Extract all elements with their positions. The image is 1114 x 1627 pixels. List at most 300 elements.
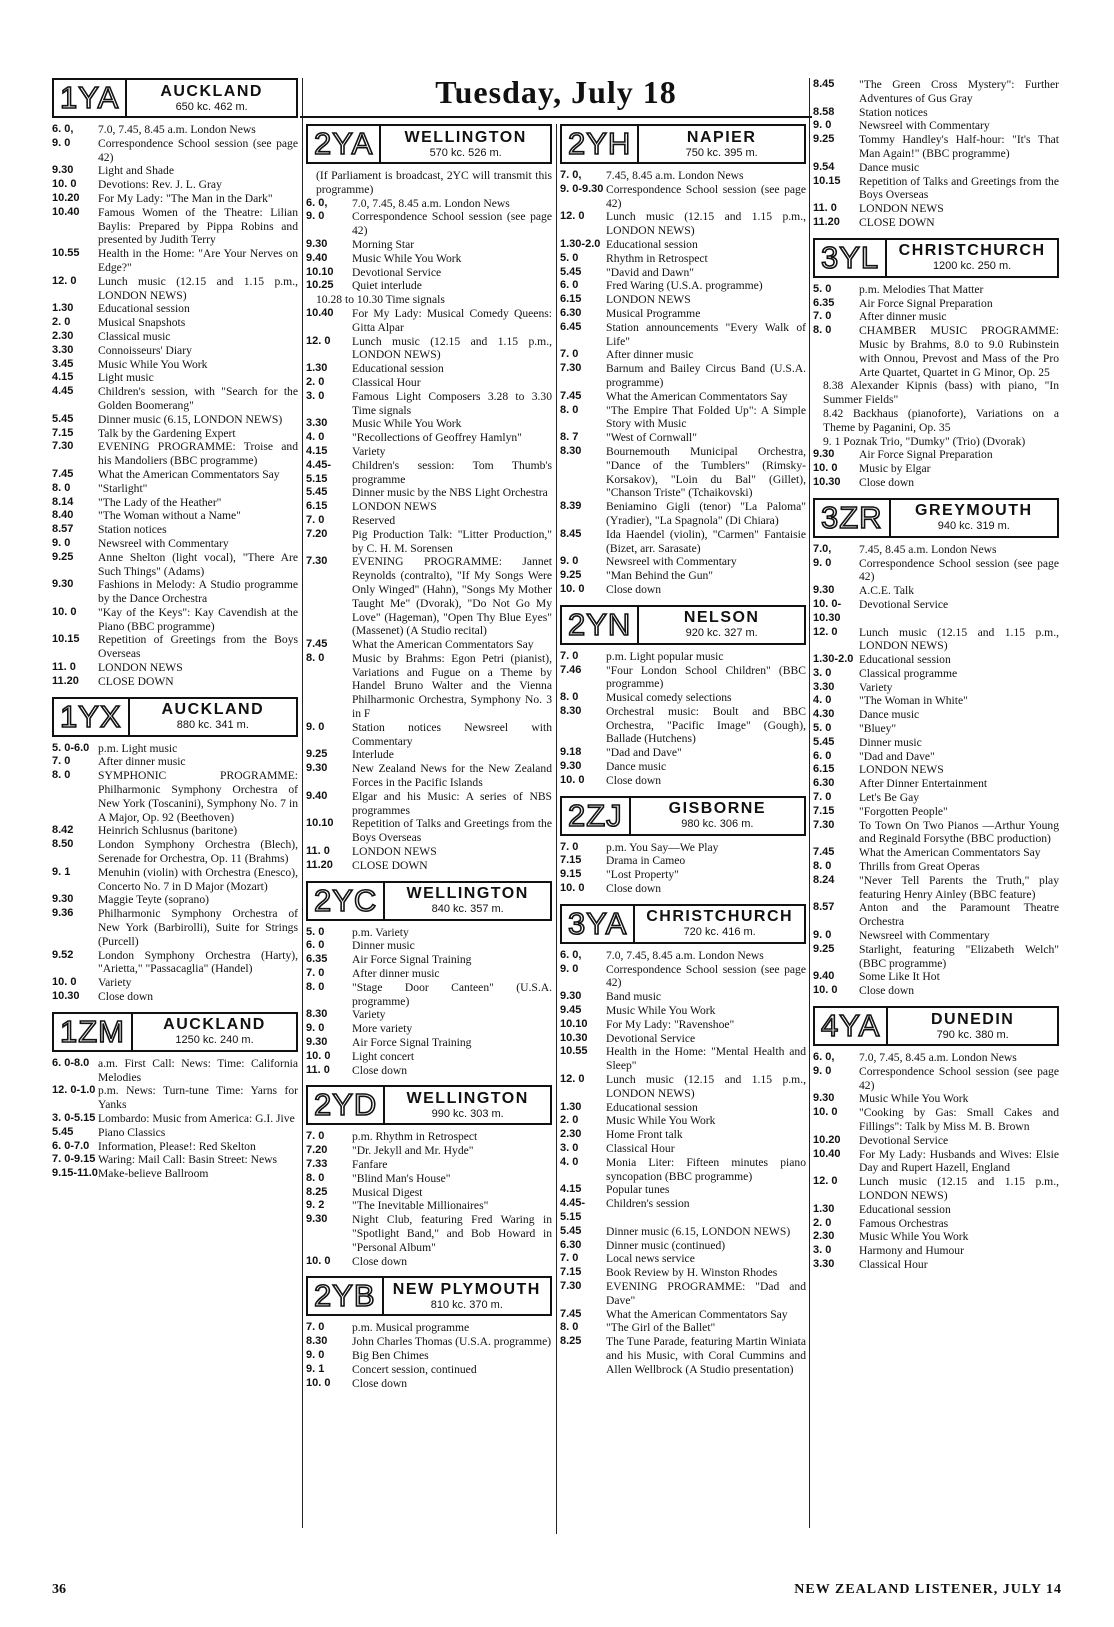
programme-time: 3. 0-5.15 <box>52 1112 96 1124</box>
programme-time: 9.30 <box>52 893 74 906</box>
programme-time: 11.20 <box>813 215 840 228</box>
programme-item <box>560 555 806 569</box>
programme-time: 10.30 <box>52 990 80 1003</box>
programme-item <box>813 133 1059 161</box>
programme-time: 2.30 <box>813 1230 835 1243</box>
programme-time: 8.30 <box>560 444 582 457</box>
programme-item <box>306 417 552 431</box>
programme-time: 8. 0 <box>306 1171 325 1184</box>
programme-time: 9.45 <box>560 1004 582 1017</box>
programme-item <box>52 990 298 1004</box>
programme-description: p.m. News: Turn-tune Time: Yarns for Yanks <box>98 1084 298 1112</box>
programme-description: Famous Light Composers 3.28 to 3.30 Time signals <box>352 389 552 417</box>
programme-description: Children's session <box>606 1197 690 1211</box>
programme-description: Light and Shade <box>98 164 174 178</box>
station-call-sign: 2YH <box>562 126 639 162</box>
programme-time: 9.30 <box>813 1092 835 1105</box>
programme-item <box>560 362 806 390</box>
station-info <box>381 126 550 162</box>
programme-time: 1.30 <box>52 302 74 315</box>
programme-description: p.m. Light music <box>98 741 178 755</box>
column-2 <box>306 124 552 1398</box>
programme-item <box>52 661 298 675</box>
programme-item <box>560 854 806 868</box>
station-city: GISBORNE <box>668 800 767 818</box>
programme-time: 8.57 <box>813 901 835 914</box>
programme-time: 11. 0 <box>52 661 76 674</box>
programme-item <box>560 1225 806 1239</box>
programme-item <box>560 238 806 252</box>
station-listing <box>560 796 806 896</box>
programme-description: "Man Behind the Gun" <box>606 569 714 583</box>
programme-time: 4.45-5.15 <box>560 1197 586 1223</box>
programme-description: Band music <box>606 990 662 1004</box>
programme-time: 6. 0-7.0 <box>52 1139 90 1152</box>
programme-item <box>560 1266 806 1280</box>
programme-time: 6.15 <box>813 763 835 776</box>
programme-description: Reserved <box>352 513 396 527</box>
programme-description: Educational session <box>352 362 444 376</box>
programme-description: Beniamino Gigli (tenor) "La Paloma" (Yradier), "La Spagnola" (Di Chiara) <box>606 500 806 527</box>
programme-time: 7.15 <box>813 804 835 817</box>
station-listing <box>306 1085 552 1268</box>
programme-item <box>52 137 298 165</box>
programme-description: Make-believe Ballroom <box>98 1167 209 1181</box>
programme-item <box>52 1112 298 1126</box>
programme-time: 6. 0-8.0 <box>52 1056 90 1069</box>
station-frequency: 940 kc. 319 m. <box>937 520 1010 533</box>
programme-item <box>306 1199 552 1213</box>
programme-description: Morning Star <box>352 237 415 251</box>
programme-description: "Blind Man's House" <box>352 1171 451 1185</box>
programme-item <box>813 667 1059 681</box>
programme-time: 9.25 <box>52 550 74 563</box>
station-call-sign: 2ZJ <box>562 798 631 834</box>
programme-item <box>813 874 1059 902</box>
programme-item <box>813 106 1059 120</box>
programme-time: 9.36 <box>52 907 74 920</box>
programme-time: 7.30 <box>52 440 74 453</box>
programme-item <box>52 633 298 661</box>
programme-time: 8. 0 <box>813 324 832 337</box>
programme-description: 9. 1 Poznak Trio, "Dumky" (Trio) (Dvorak) <box>823 434 1026 448</box>
programme-time: 6. 0, <box>560 948 582 961</box>
programme-item <box>813 543 1059 557</box>
station-info <box>127 80 296 116</box>
programme-description: Anne Shelton (light vocal), "There Are Such Things" (Adams) <box>98 550 298 578</box>
programme-time: 4.15 <box>306 444 328 457</box>
programme-description: "The Empire That Folded Up": A Simple Story with Music <box>606 403 806 431</box>
programme-item <box>560 774 806 788</box>
programme-time: 7. 0 <box>52 755 71 768</box>
programme-description: Dance music <box>859 160 920 174</box>
programme-item <box>52 344 298 358</box>
station-header <box>306 1085 552 1125</box>
programme-description: Station notices <box>859 105 928 119</box>
programme-description: p.m. Light popular music <box>606 649 724 663</box>
programme-item <box>813 216 1059 230</box>
programme-time: 9.30 <box>813 584 835 597</box>
programme-description: Close down <box>352 1376 408 1390</box>
programme-item <box>52 976 298 990</box>
programme-description: Classical programme <box>859 666 958 680</box>
programme-item <box>52 316 298 330</box>
programme-item <box>306 1064 552 1078</box>
programme-description: Fred Waring (U.S.A. programme) <box>606 279 763 293</box>
station-header <box>813 238 1059 278</box>
programme-item <box>813 901 1059 929</box>
programme-item <box>52 482 298 496</box>
programme-time: 6. 0 <box>560 279 579 292</box>
programme-time: 9. 0 <box>813 1064 832 1077</box>
programme-description: Newsreel with Commentary <box>859 929 990 943</box>
programme-description: p.m. Musical programme <box>352 1321 470 1335</box>
programme-description: Repetition of Talks and Greetings from the Boys Overseas <box>352 817 552 845</box>
programme-item <box>560 266 806 280</box>
programme-item <box>560 569 806 583</box>
programme-description: Music by Elgar <box>859 462 931 476</box>
programme-time: 9. 0 <box>813 929 832 942</box>
programme-description: "Starlight" <box>98 481 148 495</box>
programme-item <box>813 297 1059 311</box>
programme-description: LONDON NEWS <box>606 293 691 307</box>
programme-item <box>52 537 298 551</box>
programme-time: 6.30 <box>560 1238 582 1251</box>
programme-description: For My Lady: "Ravenshoe" <box>606 1017 735 1031</box>
programme-time: 8.30 <box>560 704 582 717</box>
programme-description: Lunch music (12.15 and 1.15 p.m., LONDON NEWS) <box>859 625 1059 653</box>
programme-time: 8.25 <box>306 1185 328 1198</box>
programme-item <box>560 1197 806 1225</box>
programme-time: 7. 0 <box>306 513 325 526</box>
programme-item <box>560 528 806 556</box>
programme-time: 8. 0 <box>52 769 71 782</box>
programme-description: Correspondence School session (see page 42) <box>859 556 1059 584</box>
programme-time: 9. 0 <box>813 556 832 569</box>
programme-description: Music While You Work <box>606 1004 716 1018</box>
programme-time: 9. 0 <box>306 1022 325 1035</box>
programme-time: 10.55 <box>52 247 80 260</box>
programme-time: 1.30 <box>813 1202 835 1215</box>
programme-time: 8.57 <box>52 523 74 536</box>
programme-time: 4.45 <box>52 385 74 398</box>
programme-item <box>560 963 806 991</box>
programme-item <box>306 528 552 556</box>
programme-time: 9.30 <box>52 578 74 591</box>
programme-item <box>52 413 298 427</box>
programme-item <box>813 1051 1059 1065</box>
programme-item <box>52 178 298 192</box>
programme-item <box>306 252 552 266</box>
programme-description: Connoisseurs' Diary <box>98 343 192 357</box>
programme-description: Music While You Work <box>859 1092 969 1106</box>
programme-item <box>306 1213 552 1254</box>
programme-description: Local news service <box>606 1252 695 1266</box>
programme-item <box>560 1101 806 1115</box>
programme-time: 1.30 <box>306 362 328 375</box>
station-listing <box>813 498 1059 998</box>
programme-description: Lunch music (12.15 and 1.15 p.m., LONDON NEWS) <box>352 334 552 362</box>
programme-time: 5.45 <box>560 265 582 278</box>
programme-item <box>560 500 806 528</box>
station-header <box>306 1276 552 1316</box>
programme-time: 9.25 <box>560 569 582 582</box>
programme-description: Children's session: Tom Thumb's programme <box>352 458 552 486</box>
station-call-sign: 2YN <box>562 607 639 643</box>
station-info <box>133 1014 296 1050</box>
station-frequency: 920 kc. 327 m. <box>685 627 758 640</box>
programme-description: Lunch music (12.15 and 1.15 p.m., LONDON NEWS) <box>606 210 806 238</box>
programme-time: 9.30 <box>560 760 582 773</box>
programme-time: 11. 0 <box>306 1063 330 1076</box>
programme-description: "Lost Property" <box>606 868 679 882</box>
programme-item <box>306 555 552 638</box>
programme-time: 10.15 <box>52 633 80 646</box>
programme-item <box>52 907 298 948</box>
programme-item <box>813 736 1059 750</box>
programme-description: Maggie Teyte (soprano) <box>98 893 210 907</box>
station-call-sign: 1YX <box>54 699 130 735</box>
programme-item <box>52 675 298 689</box>
programme-item <box>52 742 298 756</box>
programme-item <box>813 750 1059 764</box>
programme-time: 6.15 <box>306 500 328 513</box>
programme-description: Home Front talk <box>606 1128 683 1142</box>
programme-item <box>306 1186 552 1200</box>
station-frequency: 750 kc. 395 m. <box>685 146 758 159</box>
programme-time: 10.30 <box>813 475 841 488</box>
programme-time: 7. 0, <box>560 169 582 181</box>
programme-time: 9. 0 <box>306 1348 325 1361</box>
programme-time: 10. 0 <box>52 605 77 618</box>
programme-time: 9.25 <box>813 942 835 955</box>
programme-item <box>813 984 1059 998</box>
programme-description: Repetition of Greetings from the Boys Overseas <box>98 633 298 661</box>
programme-time: 7. 0 <box>560 348 579 361</box>
programme-description: Classical Hour <box>606 1142 675 1156</box>
station-listing <box>560 605 806 788</box>
programme-description: CLOSE DOWN <box>859 215 935 229</box>
programme-item <box>560 1128 806 1142</box>
programme-time: 2. 0 <box>306 375 325 388</box>
station-listing <box>52 1012 298 1181</box>
programme-description: Devotional Service <box>606 1031 696 1045</box>
programme-time: 7.46 <box>560 663 582 676</box>
programme-description: After dinner music <box>606 348 694 362</box>
programme-description: "Cooking by Gas: Small Cakes and Fillings": Talk by Miss M. B. Brown <box>859 1106 1059 1133</box>
programme-time: 6.15 <box>560 293 582 306</box>
programme-item <box>306 1022 552 1036</box>
programme-time: 7. 0 <box>813 310 832 323</box>
programme-description: p.m. You Say—We Play <box>606 840 719 854</box>
programme-item <box>560 1335 806 1376</box>
programme-item <box>560 210 806 238</box>
programme-description: Variety <box>352 444 386 458</box>
programme-time: 5. 0 <box>306 925 325 938</box>
programme-description: "The Green Cross Mystery": Further Adventures of Gus Gray <box>859 78 1059 105</box>
programme-item <box>813 970 1059 984</box>
programme-item <box>306 210 552 238</box>
programme-item <box>813 1065 1059 1093</box>
programme-description: Dinner music (continued) <box>606 1238 726 1252</box>
programme-time: 3.30 <box>813 1257 835 1270</box>
programme-time: 8.14 <box>52 495 74 508</box>
programme-item <box>813 943 1059 971</box>
programme-description: What the American Commentators Say <box>352 638 534 652</box>
programme-description: Close down <box>352 1254 408 1268</box>
programme-description: What the American Commentators Say <box>606 389 788 403</box>
programme-description: Lunch music (12.15 and 1.15 p.m., LONDON NEWS) <box>606 1073 806 1100</box>
programme-time: 11. 0 <box>813 202 837 215</box>
programme-description: Dinner music (6.15, LONDON NEWS) <box>98 412 283 426</box>
programme-item <box>52 1084 298 1112</box>
programme-description: Close down <box>98 990 154 1004</box>
programme-item <box>306 1349 552 1363</box>
programme-time: 8. 7 <box>560 431 579 444</box>
programme-time: 3.45 <box>52 357 74 370</box>
programme-item <box>813 324 1059 379</box>
programme-description: LONDON NEWS <box>98 661 183 675</box>
programme-time: 4. 0 <box>813 694 832 707</box>
programme-description: LONDON NEWS <box>352 845 437 859</box>
programme-item <box>306 967 552 981</box>
programme-time: 8. 0 <box>52 481 71 494</box>
programme-time: 9. 0 <box>306 210 325 223</box>
programme-item <box>560 445 806 500</box>
programme-time: 9.30 <box>813 448 835 461</box>
programme-description: For My Lady: Husbands and Wives: Elsie Day and Rupert Hazell, England <box>859 1147 1059 1175</box>
programme-time: 2. 0 <box>813 1216 832 1229</box>
programme-time: 9. 0 <box>813 119 832 132</box>
programme-item <box>306 1255 552 1269</box>
programme-item <box>560 348 806 362</box>
programme-description: 10.28 to 10.30 Time signals <box>316 293 445 307</box>
programme-item <box>52 302 298 316</box>
programme-description: Music While You Work <box>98 357 208 371</box>
programme-time: 9.18 <box>560 746 582 759</box>
programme-time: 6.30 <box>560 306 582 319</box>
programme-description: Lunch music (12.15 and 1.15 p.m., LONDON NEWS) <box>859 1175 1059 1202</box>
programme-time: 8. 0 <box>560 1321 579 1334</box>
programme-description: What the American Commentators Say <box>859 846 1041 860</box>
programme-time: 7.45 <box>813 846 835 859</box>
programme-item <box>813 584 1059 598</box>
programme-item <box>52 866 298 894</box>
station-frequency: 650 kc. 462 m. <box>175 100 248 113</box>
programme-time: 11.20 <box>52 674 79 687</box>
programme-description: Famous Women of the Theatre: Lilian Baylis: Prepared by Pippa Robins and presented by Judith Terry <box>98 205 298 247</box>
programme-description: Health in the Home: "Mental Health and Sleep" <box>606 1045 806 1073</box>
programme-description: Musical Programme <box>606 306 701 320</box>
station-city: AUCKLAND <box>163 1016 266 1034</box>
programme-time: 12. 0-1.0 <box>52 1084 96 1097</box>
programme-description: Fashions in Melody: A Studio programme by the Dance Orchestra <box>98 578 298 606</box>
programme-description: Correspondence School session (see page 42) <box>606 182 806 210</box>
station-call-sign: 3YL <box>815 240 887 276</box>
programme-time: 3.30 <box>306 417 328 430</box>
station-call-sign: 3YA <box>562 906 635 942</box>
station-call-sign: 2YD <box>308 1087 385 1123</box>
programme-time: 10.20 <box>813 1133 841 1146</box>
programme-item <box>306 1036 552 1050</box>
programme-item <box>560 949 806 963</box>
programme-description: Dinner music <box>859 735 922 749</box>
programme-time: 11. 0 <box>306 845 330 858</box>
programme-time: 1.30 <box>560 1100 582 1113</box>
station-header <box>813 1006 1059 1046</box>
programme-time: 7.0, <box>813 542 832 555</box>
station-call-sign: 2YA <box>308 126 381 162</box>
programme-time: 7. 0 <box>306 967 325 980</box>
programme-item <box>560 293 806 307</box>
programme-item <box>560 1004 806 1018</box>
programme-time: 7. 0 <box>560 840 579 853</box>
programme-item <box>560 431 806 445</box>
programme-time: 9.30 <box>306 762 328 775</box>
programme-time: 8.58 <box>813 105 835 118</box>
programme-time: 8. 0 <box>813 860 832 873</box>
programme-item <box>813 929 1059 943</box>
programme-item <box>813 1092 1059 1106</box>
programme-time: 7.45 <box>560 1307 582 1320</box>
station-info <box>385 883 550 919</box>
programme-item <box>52 192 298 206</box>
programme-item <box>813 310 1059 324</box>
programme-item <box>560 1308 806 1322</box>
column-rule <box>809 78 810 1528</box>
programme-item <box>813 763 1059 777</box>
programme-item <box>52 358 298 372</box>
programme-item <box>52 1140 298 1154</box>
programme-item <box>813 1134 1059 1148</box>
programme-time: 9. 0 <box>306 720 325 733</box>
programme-time: 8.45 <box>560 527 582 540</box>
programme-item <box>52 824 298 838</box>
programme-item <box>560 1156 806 1184</box>
programme-item <box>306 390 552 418</box>
programme-description: 8.42 Backhaus (pianoforte), Variations on a Theme by Paganini, Op. 35 <box>823 406 1059 434</box>
programme-item <box>560 882 806 896</box>
station-call-sign: 2YB <box>308 1278 384 1314</box>
programme-item <box>813 791 1059 805</box>
programme-description: CLOSE DOWN <box>352 858 428 872</box>
programme-time: 10.40 <box>813 1147 841 1160</box>
programme-item <box>813 435 1059 449</box>
programme-item <box>306 981 552 1009</box>
programme-description: Repetition of Talks and Greetings from the Boys Overseas <box>859 174 1059 202</box>
station-city: WELLINGTON <box>404 128 527 146</box>
programme-item <box>306 1377 552 1391</box>
programme-time: 8.30 <box>306 1335 328 1348</box>
programme-description: Correspondence School session (see page 42) <box>859 1064 1059 1092</box>
programme-item <box>306 335 552 363</box>
programme-time: 5.45 <box>813 735 835 748</box>
programme-item <box>52 606 298 634</box>
programme-item <box>306 307 552 335</box>
programme-time: 12. 0 <box>52 274 77 287</box>
station-frequency: 1200 kc. 250 m. <box>932 260 1012 273</box>
programme-description: Fanfare <box>352 1158 388 1171</box>
programme-description: "David and Dawn" <box>606 265 695 279</box>
programme-time: 4.15 <box>52 371 74 384</box>
programme-description: Newsreel with Commentary <box>606 555 737 569</box>
programme-time: 7.20 <box>306 1144 328 1157</box>
programme-description: Tommy Handley's Half-hour: "It's That Man Again!" (BBC programme) <box>859 133 1059 160</box>
programme-description: Educational session <box>98 302 190 316</box>
station-frequency: 570 kc. 526 m. <box>429 146 502 159</box>
programme-item <box>813 1175 1059 1203</box>
programme-description: London Symphony Orchestra (Harty), "Arietta," "Passacaglia" (Handel) <box>98 948 298 976</box>
